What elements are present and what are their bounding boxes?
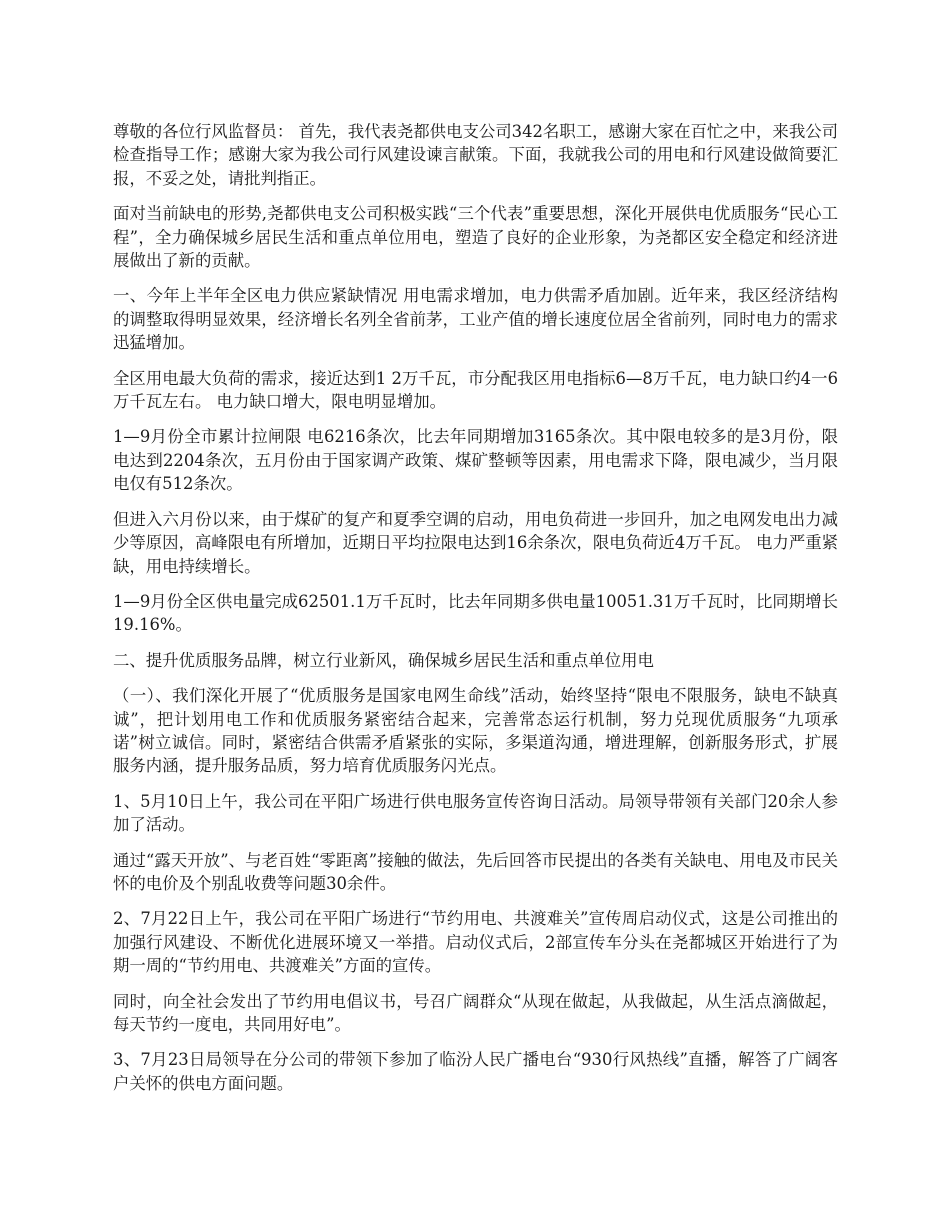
document-page xyxy=(113,120,838,1107)
paragraph-june-situation: 但进入六月份以来，由于煤矿的复产和夏季空调的启动，用电负荷进一步回升，加之电网发电出力减少等原因，高峰限电有所增加，近期日平均拉限电达到16余条次，限电负荷近4万千瓦。 电力严重紧缺，用电持续增长。 xyxy=(113,509,838,576)
paragraph-load-demand: 全区用电最大负荷的需求，接近达到1 2万千瓦，市分配我区用电指标6—8万千瓦，电力缺口约4一6万千瓦左右。 电力缺口增大，限电明显增加。 xyxy=(113,368,838,412)
paragraph-outage-count: 1—9月份全市累计拉闸限 电6216条次，比去年同期增加3165条次。其中限电较多的是3月份，限电达到2204条次，五月份由于国家调产政策、煤矿整顿等因素，用电需求下降，限电减少，当月限电仅有512条次。 xyxy=(113,427,838,494)
paragraph-item-two-detail: 同时，向全社会发出了节约用电倡议书，号召广阔群众“从现在做起，从我做起，从生活点滴做起，每天节约一度电，共同用好电”。 xyxy=(113,991,838,1034)
paragraph-item-three: 3、7月23日局领导在分公司的带领下参加了临汾人民广播电台“930行风热线”直播，解答了广阔客户关怀的供电方面问题。 xyxy=(113,1050,838,1093)
paragraph-supply-volume: 1—9月份全区供电量完成62501.1万千瓦时，比去年同期多供电量10051.31万千瓦时，比同期增长19.16%。 xyxy=(113,591,838,635)
paragraph-item-two: 2、7月22日上午，我公司在平阳广场进行“节约用电、共渡难关”宣传周启动仪式，这是公司推出的加强行风建设、不断优化进展环境又一举措。启动仪式后，2部宣传车分头在尧都城区开始进行了为期一周的“节约用电、共渡难关”方面的宣传。 xyxy=(113,909,838,976)
paragraph-section-two: 二、提升优质服务品牌，树立行业新风，确保城乡居民生活和重点单位用电 xyxy=(113,650,654,670)
paragraph-service-campaign: （一）、我们深化开展了“优质服务是国家电网生命线”活动，始终坚持“限电不限服务，缺电不缺真诚”，把计划用电工作和优质服务紧密结合起来，完善常态运行机制，努力兑现优质服务“九项承诺”树立诚信。同时，紧密结合供需矛盾紧张的实际，多渠道沟通，增进理解，创新服务形式，扩展服务内涵，提升服务品质，努力培育优质服务闪光点。 xyxy=(113,686,838,776)
paragraph-item-one: 1、5月10日上午，我公司在平阳广场进行供电服务宣传咨询日活动。局领导带领有关部门20余人参加了活动。 xyxy=(113,791,838,835)
paragraph-greeting: 尊敬的各位行风监督员： 首先，我代表尧都供电支公司342名职工，感谢大家在百忙之中，来我公司检查指导工作；感谢大家为我公司行风建设谏言献策。下面，我就我公司的用电和行风建设做简要汇报，不妥之处，请批判指正。 xyxy=(113,122,838,188)
paragraph-section-one: 一、今年上半年全区电力供应紧缺情况 用电需求增加，电力供需矛盾加剧。近年来，我区经济结构的调整取得明显效果，经济增长名列全省前茅，工业产值的增长速度位居全省前列，同时电力的需求迅猛增加。 xyxy=(113,286,838,353)
paragraph-item-one-detail: 通过“露天开放”、与老百姓“零距离”接触的做法，先后回答市民提出的各类有关缺电、用电及市民关怀的电价及个别乱收费等问题30余件。 xyxy=(113,850,838,893)
paragraph-intro: 面对当前缺电的形势,尧都供电支公司积极实践“三个代表”重要思想，深化开展供电优质服务“民心工程”，全力确保城乡居民生活和重点单位用电，塑造了良好的企业形象，为尧都区安全稳定和经济进展做出了新的贡献。 xyxy=(113,204,838,271)
